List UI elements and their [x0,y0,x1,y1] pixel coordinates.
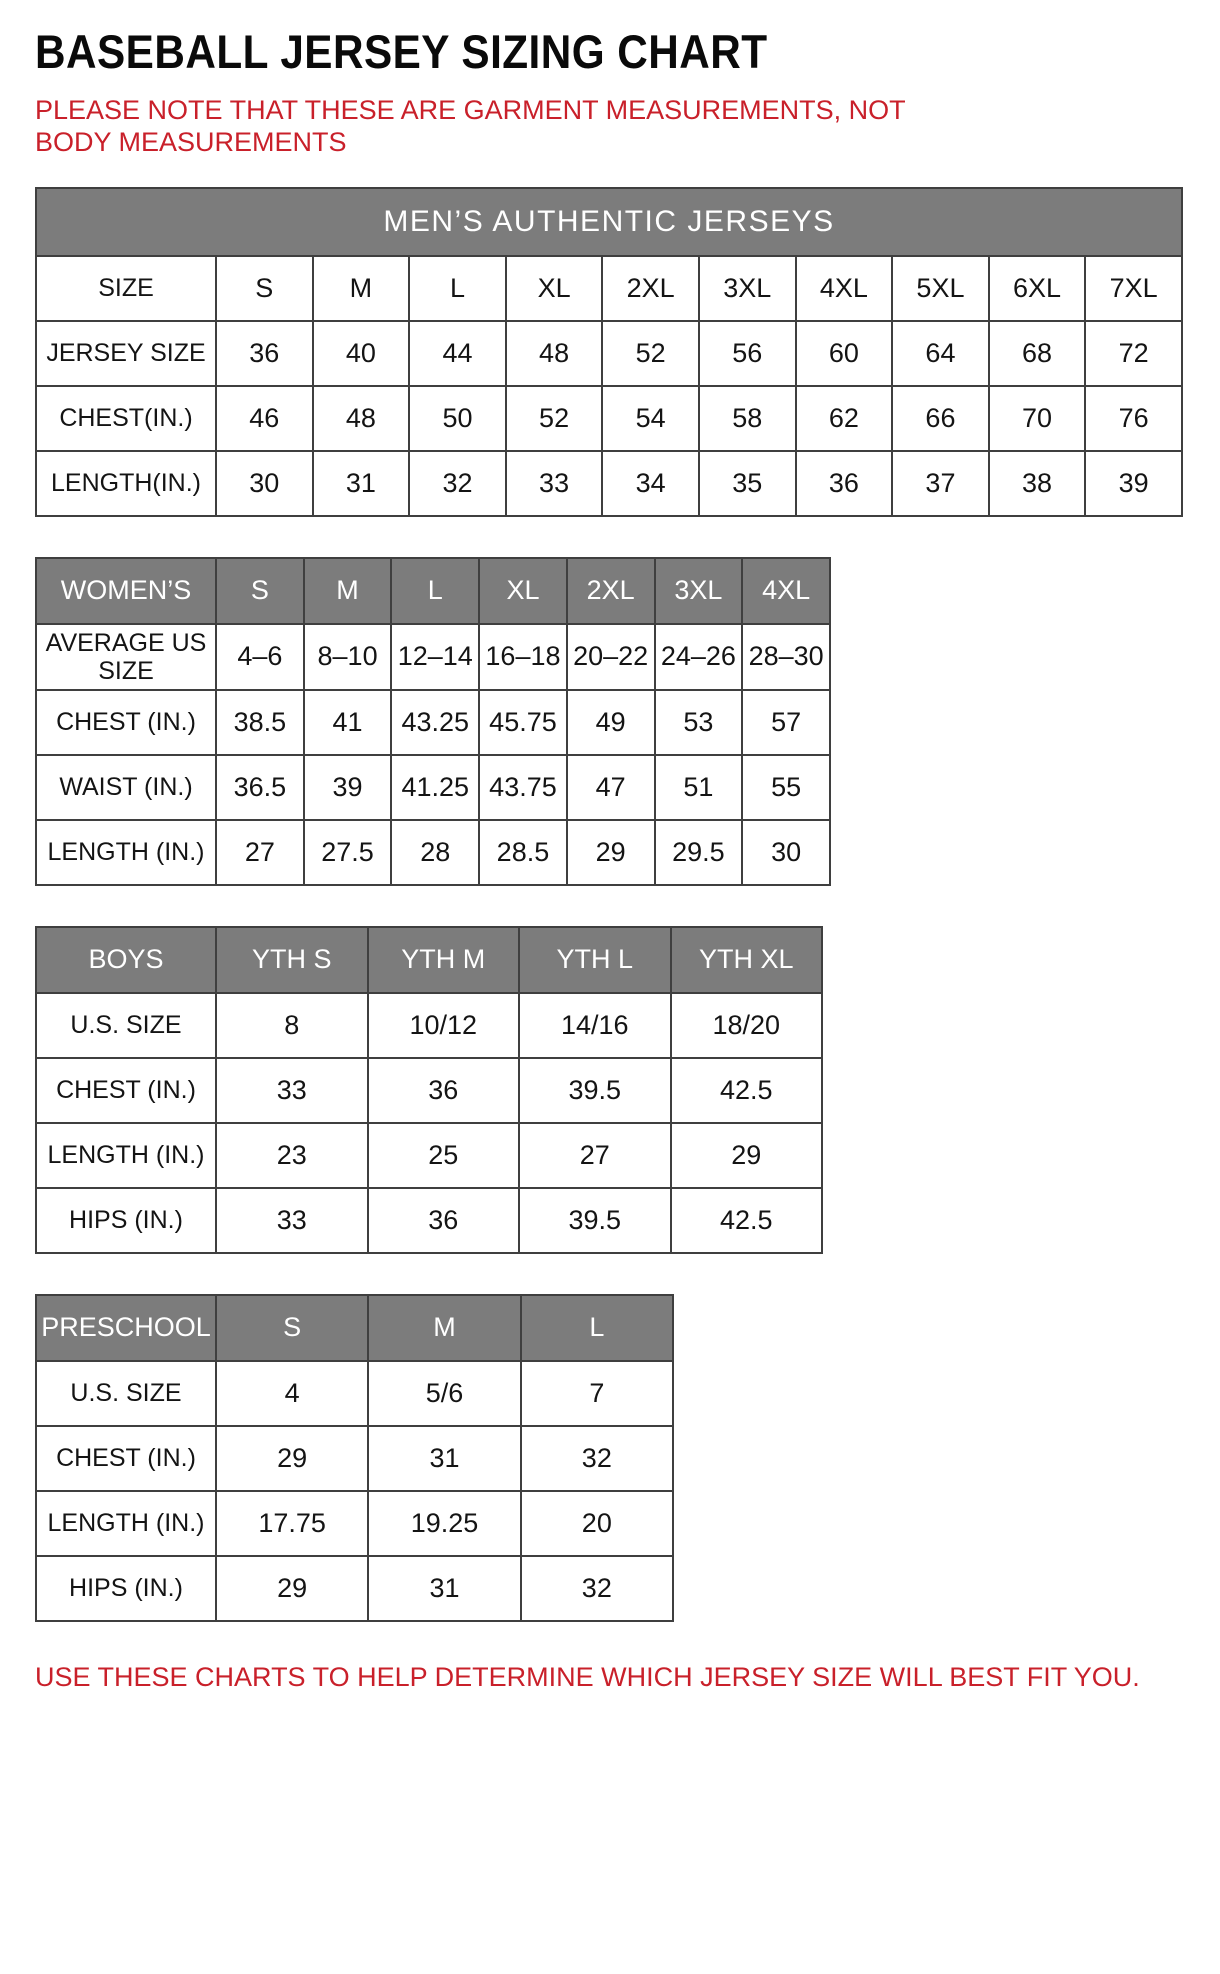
cell-value: 5/6 [368,1361,520,1426]
column-header: YTH S [216,927,368,993]
cell-value: 39 [304,755,392,820]
preschool-table [35,1294,674,1622]
cell-value: 44 [409,321,506,386]
garment-measurement-note: PLEASE NOTE THAT THESE ARE GARMENT MEASUREMENTS, NOT BODY MEASUREMENTS [35,95,906,157]
cell-value: 32 [521,1556,673,1621]
table-row [36,624,830,690]
cell-value: 17.75 [216,1491,368,1556]
column-header: M [304,558,392,624]
table-row [36,755,830,820]
column-header: YTH L [519,927,671,993]
column-header: S [216,558,304,624]
cell-value: 52 [602,321,699,386]
footer-note: USE THESE CHARTS TO HELP DETERMINE WHICH JERSEY SIZE WILL BEST FIT YOU. [35,1661,1140,1692]
cell-value: 51 [655,755,743,820]
cell-value: 76 [1085,386,1182,451]
table-title: MEN’S AUTHENTIC JERSEYS [36,188,1182,256]
row-label: LENGTH(IN.) [36,451,216,516]
column-header: YTH M [368,927,520,993]
cell-value: 43.75 [479,755,567,820]
cell-value: 33 [216,1188,368,1253]
cell-value: 24–26 [655,624,743,690]
row-label: U.S. SIZE [36,993,216,1058]
cell-value: 53 [655,690,743,755]
cell-value: M [313,256,410,321]
cell-value: 56 [699,321,796,386]
cell-value: 41 [304,690,392,755]
table-row [36,1188,822,1253]
column-header: M [368,1295,520,1361]
row-label: CHEST (IN.) [36,690,216,755]
row-label: WAIST (IN.) [36,755,216,820]
row-label: CHEST (IN.) [36,1426,216,1491]
cell-value: 57 [742,690,830,755]
row-label: LENGTH (IN.) [36,1123,216,1188]
cell-value: 47 [567,755,655,820]
cell-value: 32 [409,451,506,516]
cell-value: 37 [892,451,989,516]
cell-value: 50 [409,386,506,451]
cell-value: 2XL [602,256,699,321]
cell-value: 23 [216,1123,368,1188]
cell-value: 8–10 [304,624,392,690]
table-row [36,690,830,755]
cell-value: 27.5 [304,820,392,885]
cell-value: 36 [796,451,893,516]
cell-value: 14/16 [519,993,671,1058]
cell-value: 29 [567,820,655,885]
column-header: 2XL [567,558,655,624]
cell-value: 38.5 [216,690,304,755]
cell-value: 20–22 [567,624,655,690]
cell-value: XL [506,256,603,321]
table-header-row [36,558,830,624]
row-label: U.S. SIZE [36,1361,216,1426]
cell-value: 31 [368,1556,520,1621]
table-header-row [36,927,822,993]
table-title-row [36,188,1182,256]
table-row [36,386,1182,451]
mens-authentic-jerseys-table [35,187,1183,517]
table-row [36,1491,673,1556]
table-title: WOMEN’S [36,558,216,624]
row-label: HIPS (IN.) [36,1556,216,1621]
cell-value: 42.5 [671,1058,823,1123]
cell-value: 19.25 [368,1491,520,1556]
cell-value: 29 [216,1556,368,1621]
cell-value: 48 [506,321,603,386]
cell-value: 49 [567,690,655,755]
cell-value: 25 [368,1123,520,1188]
column-header: L [521,1295,673,1361]
table-title: PRESCHOOL [36,1295,216,1361]
cell-value: 68 [989,321,1086,386]
table-row [36,1361,673,1426]
cell-value: 48 [313,386,410,451]
cell-value: 4–6 [216,624,304,690]
cell-value: 28–30 [742,624,830,690]
cell-value: 7XL [1085,256,1182,321]
page-title: BASEBALL JERSEY SIZING CHART [35,25,768,78]
table-row [36,820,830,885]
column-header: S [216,1295,368,1361]
table-row [36,993,822,1058]
cell-value: 70 [989,386,1086,451]
cell-value: 20 [521,1491,673,1556]
cell-value: 4XL [796,256,893,321]
table-title: BOYS [36,927,216,993]
cell-value: 6XL [989,256,1086,321]
cell-value: 34 [602,451,699,516]
cell-value: 30 [216,451,313,516]
row-label: JERSEY SIZE [36,321,216,386]
column-header: XL [479,558,567,624]
cell-value: 8 [216,993,368,1058]
cell-value: 10/12 [368,993,520,1058]
cell-value: 41.25 [391,755,479,820]
cell-value: 58 [699,386,796,451]
cell-value: 36 [216,321,313,386]
cell-value: 66 [892,386,989,451]
cell-value: 72 [1085,321,1182,386]
cell-value: 39.5 [519,1058,671,1123]
cell-value: 7 [521,1361,673,1426]
cell-value: 38 [989,451,1086,516]
cell-value: 46 [216,386,313,451]
cell-value: 55 [742,755,830,820]
cell-value: 35 [699,451,796,516]
cell-value: 32 [521,1426,673,1491]
cell-value: 29.5 [655,820,743,885]
row-label: AVERAGE US SIZE [36,624,216,690]
table-row [36,321,1182,386]
cell-value: 33 [216,1058,368,1123]
cell-value: 5XL [892,256,989,321]
cell-value: 31 [368,1426,520,1491]
cell-value: 30 [742,820,830,885]
cell-value: 64 [892,321,989,386]
cell-value: 36.5 [216,755,304,820]
cell-value: 16–18 [479,624,567,690]
cell-value: 42.5 [671,1188,823,1253]
cell-value: 12–14 [391,624,479,690]
cell-value: 36 [368,1058,520,1123]
cell-value: 40 [313,321,410,386]
cell-value: 4 [216,1361,368,1426]
table-row [36,256,1182,321]
column-header: YTH XL [671,927,823,993]
column-header: 3XL [655,558,743,624]
table-row [36,451,1182,516]
cell-value: L [409,256,506,321]
cell-value: 39.5 [519,1188,671,1253]
cell-value: 27 [519,1123,671,1188]
cell-value: 18/20 [671,993,823,1058]
cell-value: 36 [368,1188,520,1253]
row-label: SIZE [36,256,216,321]
cell-value: 60 [796,321,893,386]
cell-value: 54 [602,386,699,451]
cell-value: 29 [216,1426,368,1491]
row-label: LENGTH (IN.) [36,1491,216,1556]
cell-value: 62 [796,386,893,451]
cell-value: 27 [216,820,304,885]
table-header-row [36,1295,673,1361]
row-label: LENGTH (IN.) [36,820,216,885]
cell-value: 33 [506,451,603,516]
cell-value: 45.75 [479,690,567,755]
cell-value: 52 [506,386,603,451]
cell-value: 3XL [699,256,796,321]
cell-value: S [216,256,313,321]
table-row [36,1426,673,1491]
row-label: HIPS (IN.) [36,1188,216,1253]
table-row [36,1556,673,1621]
cell-value: 39 [1085,451,1182,516]
cell-value: 43.25 [391,690,479,755]
table-row [36,1123,822,1188]
row-label: CHEST (IN.) [36,1058,216,1123]
cell-value: 28 [391,820,479,885]
cell-value: 31 [313,451,410,516]
cell-value: 29 [671,1123,823,1188]
column-header: L [391,558,479,624]
table-row [36,1058,822,1123]
boys-table [35,926,823,1254]
row-label: CHEST(IN.) [36,386,216,451]
cell-value: 28.5 [479,820,567,885]
column-header: 4XL [742,558,830,624]
womens-table [35,557,831,886]
